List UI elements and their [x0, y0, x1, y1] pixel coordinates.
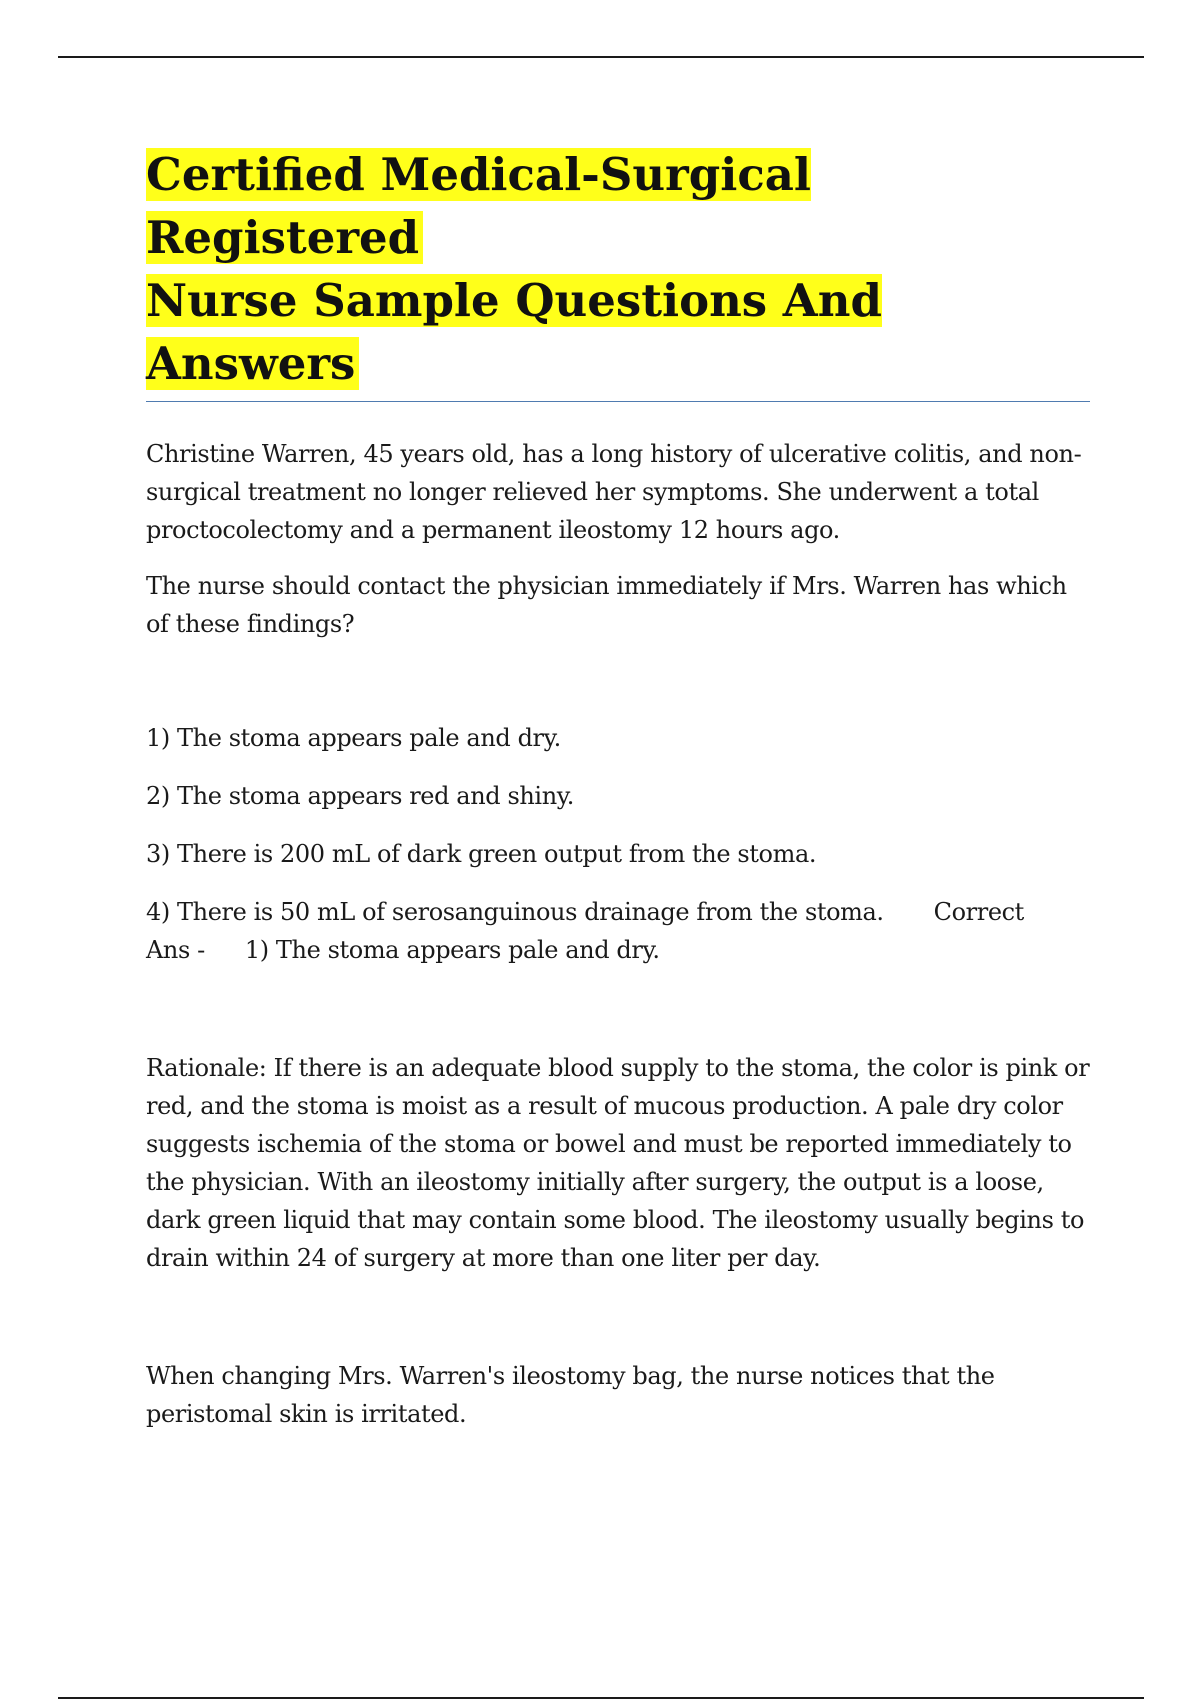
bottom-rule — [58, 1697, 1144, 1699]
document-title — [146, 143, 1090, 395]
correct-answer-line — [146, 931, 1090, 969]
title-underline — [146, 401, 1090, 402]
title-line-2: Nurse Sample Questions And Answers — [146, 274, 882, 390]
rationale-paragraph: Rationale: If there is an adequate blood supply to the stoma, the color is pink or red, and the stoma is moist as a result of mucous production. A pale dry color suggests ischemia of the stoma or bowel and must be reported immediately to the physician. With an ileostomy initially after surgery, the output is a loose, dark green liquid that may contain some blood. The ileostomy usually begins to drain within 24 of surgery at more than one liter per day. — [146, 1054, 1090, 1272]
document-body — [146, 143, 1090, 1433]
title-line-1: Certified Medical-Surgical Registered — [146, 148, 811, 264]
next-question-stem: When changing Mrs. Warren's ileostomy bag, the nurse notices that the peristomal skin is irritated. — [146, 1362, 995, 1428]
correct-label-part1: Correct — [933, 898, 1024, 926]
option-1: 1) The stoma appears pale and dry. — [146, 724, 561, 752]
correct-label-part2: Ans - — [146, 936, 205, 964]
option-4-line — [146, 893, 1090, 931]
top-rule — [58, 56, 1144, 58]
answer-options — [146, 719, 1090, 969]
question-stem: The nurse should contact the physician immediately if Mrs. Warren has which of these findings? — [146, 572, 1067, 638]
correct-answer: 1) The stoma appears pale and dry. — [244, 936, 660, 964]
option-3: 3) There is 200 mL of dark green output from the stoma. — [146, 840, 817, 868]
option-2: 2) The stoma appears red and shiny. — [146, 782, 574, 810]
option-4: 4) There is 50 mL of serosanguinous drainage from the stoma. — [146, 898, 884, 926]
scenario-paragraph: Christine Warren, 45 years old, has a long history of ulcerative colitis, and non-surgical treatment no longer relieved her symptoms. She underwent a total proctocolectomy and a permanent ileostomy 12 hours ago. — [146, 440, 1082, 544]
